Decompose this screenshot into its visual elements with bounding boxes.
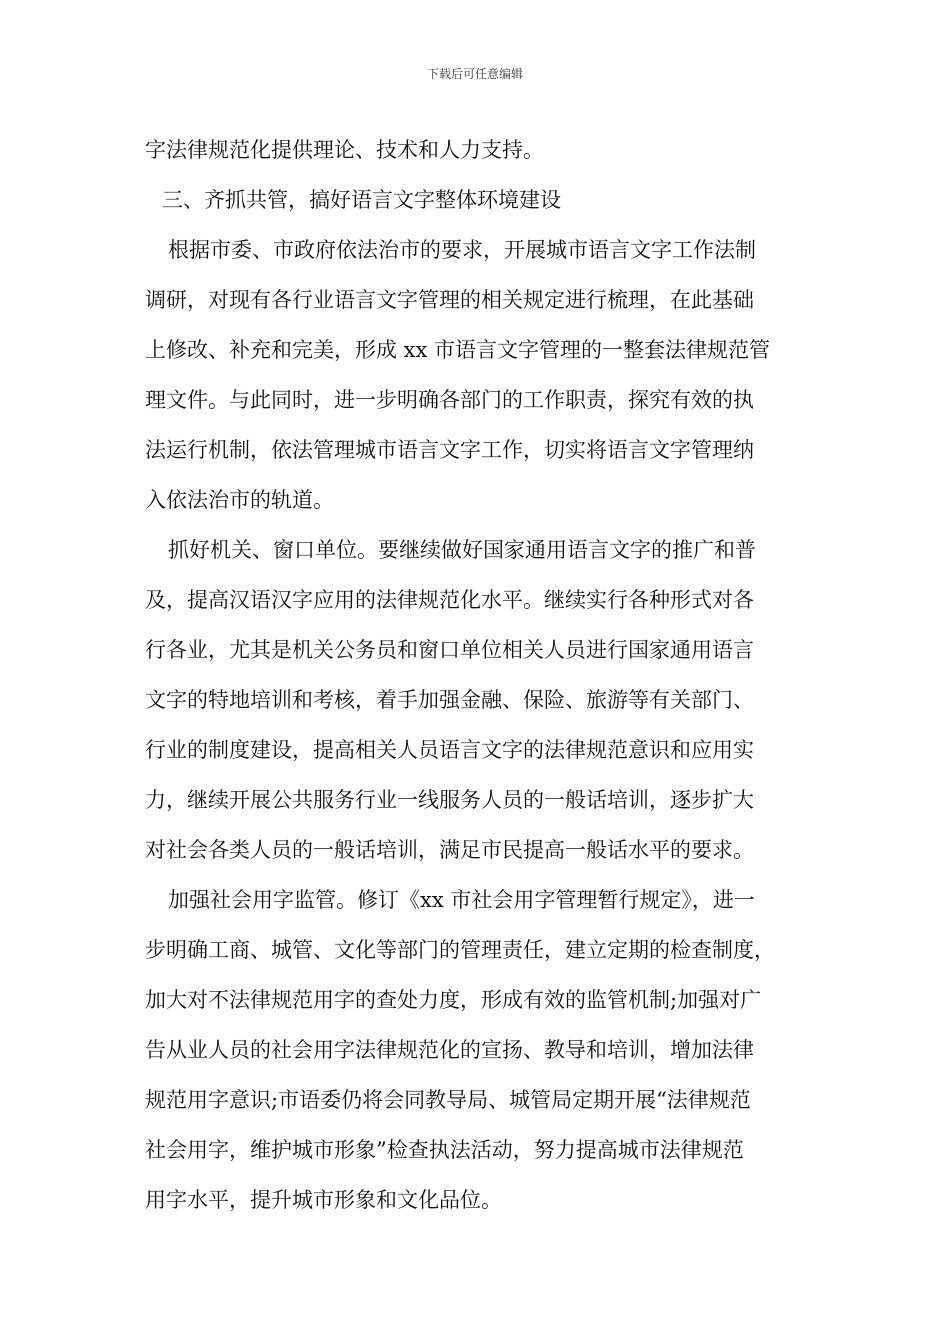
paragraph-line: 字法律规范化提供理论、技术和人力支持。	[145, 138, 544, 162]
paragraph-line: 入依法治市的轨道。	[145, 488, 334, 512]
paragraph-line: 调研，对现有各行业语言文字管理的相关规定进行梳理，在此基础	[145, 288, 754, 312]
section-heading: 三、齐抓共管，搞好语言文字整体环境建设	[162, 188, 561, 212]
paragraph-line: 对社会各类人员的一般话培训，满足市民提高一般话水平的要求。	[145, 838, 754, 862]
paragraph-line: 用字水平，提升城市形象和文化品位。	[145, 1188, 502, 1212]
paragraph-line: 步明确工商、城管、文化等部门的管理责任，建立定期的检查制度，	[145, 938, 775, 962]
paragraph-line: 加强社会用字监管。修订《xx 市社会用字管理暂行规定》，进一	[168, 888, 755, 912]
paragraph-line: 文字的特地培训和考核，着手加强金融、保险、旅游等有关部门、	[145, 688, 754, 712]
paragraph-line: 及，提高汉语汉字应用的法律规范化水平。继续实行各种形式对各	[145, 588, 754, 612]
paragraph-line: 告从业人员的社会用字法律规范化的宣扬、教导和培训，增加法律	[145, 1038, 754, 1062]
paragraph-line: 上修改、补充和完美，形成 xx 市语言文字管理的一整套法律规范管	[145, 338, 771, 362]
paragraph-line: 根据市委、市政府依法治市的要求，开展城市语言文字工作法制	[168, 238, 756, 262]
paragraph-line: 理文件。与此同时，进一步明确各部门的工作职责，探究有效的执	[145, 388, 754, 412]
paragraph-line: 行各业，尤其是机关公务员和窗口单位相关人员进行国家通用语言	[145, 638, 754, 662]
paragraph-line: 行业的制度建设，提高相关人员语言文字的法律规范意识和应用实	[145, 738, 754, 762]
page-header: 下载后可任意编辑	[426, 67, 523, 81]
paragraph-line: 法运行机制，依法管理城市语言文字工作，切实将语言文字管理纳	[145, 438, 754, 462]
paragraph-line: 规范用字意识;市语委仍将会同教导局、城管局定期开展“法律规范	[145, 1088, 751, 1112]
paragraph-line: 抓好机关、窗口单位。要继续做好国家通用语言文字的推广和普	[168, 538, 756, 562]
paragraph-line: 力，继续开展公共服务行业一线服务人员的一般话培训，逐步扩大	[145, 788, 754, 812]
paragraph-line: 加大对不法律规范用字的查处力度，形成有效的监管机制;加强对广	[145, 988, 762, 1012]
paragraph-line: 社会用字，维护城市形象”检查执法活动，努力提高城市法律规范	[145, 1138, 744, 1162]
